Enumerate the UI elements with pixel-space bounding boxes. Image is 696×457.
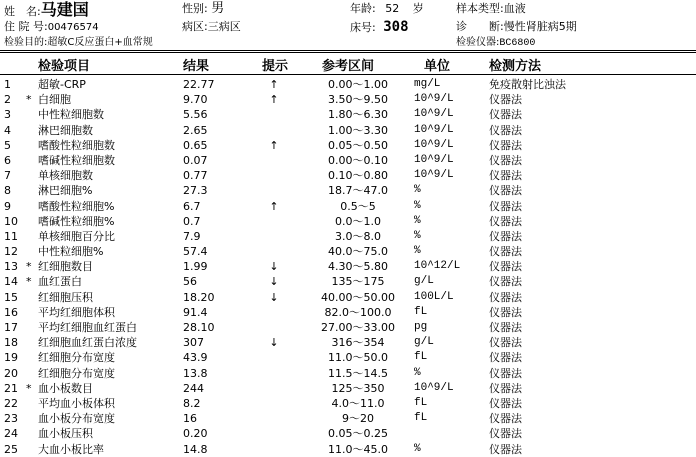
admission-value: 00476574 [47, 22, 99, 33]
reference-range: 3.0～8.0 [335, 229, 381, 243]
test-method: 仪器法 [489, 321, 522, 334]
table-row [0, 381, 696, 396]
test-unit: fL [414, 412, 428, 425]
test-method: 仪器法 [489, 427, 522, 441]
purpose-label: 检验目的: [4, 37, 48, 48]
test-name: 平均红细胞体积 [38, 305, 115, 319]
test-result: 0.20 [183, 427, 208, 441]
test-unit: % [414, 214, 421, 227]
diagnosis-field [456, 20, 577, 34]
test-result: 0.7 [183, 214, 201, 228]
test-result: 7.9 [183, 229, 201, 243]
test-method: 仪器法 [489, 214, 522, 228]
diagnosis-label: 诊 断: [456, 20, 504, 33]
age-unit: 岁 [412, 2, 424, 15]
key-item-marker: * [26, 275, 32, 289]
test-method: 仪器法 [489, 93, 522, 107]
test-result: 0.07 [183, 153, 208, 167]
test-name: 血小板数目 [38, 381, 93, 395]
test-result: 1.99 [183, 260, 208, 274]
test-unit: 10^9/L [414, 169, 454, 182]
row-number: 7 [4, 169, 11, 183]
sample-type-label: 样本类型: [456, 2, 504, 15]
test-result: 8.2 [183, 396, 201, 410]
test-result: 27.3 [183, 184, 208, 198]
test-name: 红细胞数目 [38, 260, 93, 274]
test-name: 平均血小板体积 [38, 396, 115, 410]
test-name: 单核细胞数 [38, 169, 93, 183]
test-unit: 10^9/L [414, 123, 454, 136]
row-number: 16 [4, 305, 18, 319]
reference-range: 0.5～5 [340, 199, 376, 213]
test-result: 244 [183, 381, 204, 395]
table-row [0, 168, 696, 183]
test-method: 仪器法 [489, 305, 522, 319]
test-name: 红细胞分布宽度 [38, 366, 115, 380]
test-result: 43.9 [183, 351, 208, 365]
abnormal-flag: ↑ [269, 93, 279, 107]
row-number: 9 [4, 199, 11, 213]
test-method: 仪器法 [489, 442, 522, 456]
age-label: 年龄: [350, 2, 376, 15]
table-row [0, 320, 696, 335]
abnormal-flag: ↑ [269, 78, 279, 91]
test-result: 6.7 [183, 199, 201, 213]
test-method: 仪器法 [489, 366, 522, 380]
reference-range: 0.05～0.25 [328, 427, 388, 441]
reference-range: 316～354 [331, 336, 385, 350]
sample-type-value: 血液 [503, 2, 526, 15]
test-method: 仪器法 [489, 138, 522, 152]
row-number: 19 [4, 351, 18, 365]
abnormal-flag: ↓ [269, 260, 279, 274]
reference-range: 40.0～75.0 [328, 245, 388, 259]
reference-range: 0.00～0.10 [328, 153, 388, 167]
table-row [0, 77, 696, 92]
patient-name-field [4, 2, 89, 19]
row-number: 17 [4, 321, 18, 334]
row-number: 3 [4, 108, 11, 122]
instrument-label: 检验仪器: [456, 37, 500, 48]
test-result: 13.8 [183, 366, 208, 380]
test-name: 单核细胞百分比 [38, 229, 115, 243]
table-row [0, 274, 696, 289]
reference-range: 40.00～50.00 [321, 290, 395, 304]
reference-range: 135～175 [331, 275, 385, 289]
bed-field [350, 20, 409, 35]
table-row [0, 92, 696, 107]
test-unit: % [414, 184, 421, 197]
age-field [350, 2, 424, 16]
table-row [0, 153, 696, 168]
test-unit: fL [414, 305, 428, 318]
test-unit: 10^9/L [414, 138, 454, 151]
test-unit: 10^9/L [414, 153, 454, 166]
reference-range: 9～20 [342, 412, 374, 426]
key-item-marker: * [26, 381, 32, 395]
row-number: 10 [4, 214, 18, 228]
admission-field [4, 20, 99, 35]
key-item-marker: * [26, 260, 32, 274]
test-result: 14.8 [183, 442, 208, 456]
test-name: 白细胞 [38, 93, 71, 107]
reference-range: 11.5～14.5 [328, 366, 388, 380]
test-name: 中性粒细胞% [38, 245, 104, 259]
table-row [0, 107, 696, 122]
bed-label: 床号: [350, 21, 376, 34]
test-result: 16 [183, 412, 197, 426]
test-method: 仪器法 [489, 245, 522, 259]
bed-value: 308 [383, 19, 409, 35]
table-row [0, 259, 696, 274]
row-number: 15 [4, 290, 18, 304]
col-result-header: 结果 [183, 59, 210, 74]
test-result: 9.70 [183, 93, 208, 107]
test-unit: % [414, 366, 421, 379]
reference-range: 18.7～47.0 [328, 184, 388, 198]
table-row [0, 183, 696, 198]
results-table [0, 77, 696, 457]
test-unit: % [414, 199, 421, 212]
test-method: 仪器法 [489, 229, 522, 243]
test-unit: 10^12/L [414, 260, 461, 273]
reference-range: 0.10～0.80 [328, 169, 388, 183]
table-row [0, 199, 696, 214]
test-name: 嗜碱性粒细胞% [38, 214, 115, 228]
test-result: 307 [183, 336, 204, 350]
test-unit: mg/L [414, 78, 441, 90]
test-unit: 100L/L [414, 290, 454, 303]
test-unit: g/L [414, 336, 434, 349]
purpose-value: 超敏C反应蛋白+血常规 [47, 37, 153, 48]
gender-label: 性别: [182, 2, 208, 15]
test-name: 红细胞分布宽度 [38, 351, 115, 365]
test-unit: pg [414, 321, 428, 333]
table-row [0, 396, 696, 411]
reference-range: 0.0～1.0 [335, 214, 381, 228]
test-name: 淋巴细胞% [38, 184, 93, 198]
col-flag-header: 提示 [262, 59, 289, 74]
test-unit: fL [414, 396, 428, 409]
reference-range: 27.00～33.00 [321, 321, 395, 334]
test-result: 91.4 [183, 305, 208, 319]
test-unit: % [414, 229, 421, 242]
row-number: 6 [4, 153, 11, 167]
test-method: 仪器法 [489, 290, 522, 304]
test-result: 22.77 [183, 78, 215, 91]
test-method: 仪器法 [489, 108, 522, 122]
test-method: 仪器法 [489, 396, 522, 410]
col-unit-header: 单位 [424, 59, 451, 74]
table-row [0, 366, 696, 381]
test-result: 28.10 [183, 321, 215, 334]
test-name: 红细胞血红蛋白浓度 [38, 336, 137, 350]
col-method-header: 检测方法 [489, 59, 542, 74]
key-item-marker: * [26, 93, 32, 107]
row-number: 4 [4, 123, 11, 137]
header-divider [0, 50, 696, 53]
test-result: 57.4 [183, 245, 208, 259]
test-name: 大血小板比率 [38, 442, 104, 456]
row-number: 13 [4, 260, 18, 274]
test-name: 血红蛋白 [38, 275, 82, 289]
row-number: 20 [4, 366, 18, 380]
instrument-field [456, 36, 535, 51]
test-unit: % [414, 442, 421, 455]
test-name: 血小板分布宽度 [38, 412, 115, 426]
abnormal-flag: ↓ [269, 275, 279, 289]
table-row [0, 335, 696, 350]
row-number: 8 [4, 184, 11, 198]
abnormal-flag: ↓ [269, 290, 279, 304]
instrument-value: BC6800 [499, 38, 536, 49]
row-number: 23 [4, 412, 18, 426]
test-name: 嗜酸性粒细胞数 [38, 138, 115, 152]
table-row [0, 214, 696, 229]
test-method: 仪器法 [489, 169, 522, 183]
test-unit: 10^9/L [414, 108, 454, 121]
test-name: 嗜碱性粒细胞数 [38, 153, 115, 167]
col-item-header: 检验项目 [38, 59, 91, 74]
table-row [0, 290, 696, 305]
test-unit: fL [414, 351, 428, 364]
table-header-divider [0, 74, 696, 75]
test-result: 2.65 [183, 123, 208, 137]
test-result: 0.77 [183, 169, 208, 183]
test-method: 仪器法 [489, 123, 522, 137]
ward-value: 三病区 [207, 20, 241, 33]
test-method: 仪器法 [489, 199, 522, 213]
table-row [0, 305, 696, 320]
reference-range: 1.80～6.30 [328, 108, 388, 122]
test-method: 免疫散射比浊法 [489, 78, 566, 91]
table-row [0, 244, 696, 259]
ward-label: 病区: [182, 20, 208, 33]
table-row [0, 138, 696, 153]
reference-range: 82.0～100.0 [324, 305, 392, 319]
reference-range: 11.0～45.0 [328, 442, 388, 456]
test-unit: 10^9/L [414, 93, 454, 106]
test-method: 仪器法 [489, 275, 522, 289]
reference-range: 4.0～11.0 [331, 396, 385, 410]
test-method: 仪器法 [489, 412, 522, 426]
reference-range: 125～350 [331, 381, 385, 395]
patient-name-label: 姓 名: [4, 5, 41, 18]
admission-label: 住 院 号: [4, 20, 48, 33]
test-result: 0.65 [183, 138, 208, 152]
table-row [0, 123, 696, 138]
patient-name-value: 马建国 [40, 0, 89, 19]
row-number: 1 [4, 78, 11, 91]
sample-type-field [456, 2, 526, 16]
table-row [0, 426, 696, 441]
gender-value: 男 [211, 1, 225, 16]
diagnosis-value: 慢性肾脏病5期 [503, 20, 577, 33]
purpose-field [4, 36, 153, 50]
test-name: 血小板压积 [38, 427, 93, 441]
test-method: 仪器法 [489, 381, 522, 395]
test-name: 嗜酸性粒细胞% [38, 199, 115, 213]
reference-range: 3.50～9.50 [328, 93, 388, 107]
test-name: 超敏-CRP [38, 78, 86, 91]
table-row [0, 350, 696, 365]
test-result: 56 [183, 275, 197, 289]
test-method: 仪器法 [489, 184, 522, 198]
row-number: 12 [4, 245, 18, 259]
row-number: 18 [4, 336, 18, 350]
row-number: 14 [4, 275, 18, 289]
test-name: 淋巴细胞数 [38, 123, 93, 137]
test-unit: 10^9/L [414, 381, 454, 394]
gender-field [182, 2, 224, 16]
row-number: 22 [4, 396, 18, 410]
row-number: 25 [4, 442, 18, 456]
reference-range: 0.00～1.00 [328, 78, 388, 91]
test-method: 仪器法 [489, 153, 522, 167]
test-method: 仪器法 [489, 351, 522, 365]
test-method: 仪器法 [489, 336, 522, 350]
reference-range: 0.05～0.50 [328, 138, 388, 152]
test-result: 5.56 [183, 108, 208, 122]
row-number: 5 [4, 138, 11, 152]
test-name: 红细胞压积 [38, 290, 93, 304]
reference-range: 1.00～3.30 [328, 123, 388, 137]
test-unit: % [414, 245, 421, 258]
test-result: 18.20 [183, 290, 215, 304]
row-number: 24 [4, 427, 18, 441]
abnormal-flag: ↑ [269, 138, 279, 152]
test-name: 平均红细胞血红蛋白 [38, 321, 137, 334]
reference-range: 11.0～50.0 [328, 351, 388, 365]
col-reference-header: 参考区间 [322, 59, 375, 74]
row-number: 11 [4, 229, 18, 243]
age-value: 52 [385, 2, 400, 15]
reference-range: 4.30～5.80 [328, 260, 388, 274]
abnormal-flag: ↑ [269, 199, 279, 213]
abnormal-flag: ↓ [269, 336, 279, 350]
row-number: 2 [4, 93, 11, 107]
ward-field [182, 20, 241, 34]
test-unit: g/L [414, 275, 434, 288]
table-row [0, 411, 696, 426]
table-row [0, 229, 696, 244]
test-method: 仪器法 [489, 260, 522, 274]
table-row [0, 442, 696, 457]
row-number: 21 [4, 381, 18, 395]
test-name: 中性粒细胞数 [38, 108, 104, 122]
